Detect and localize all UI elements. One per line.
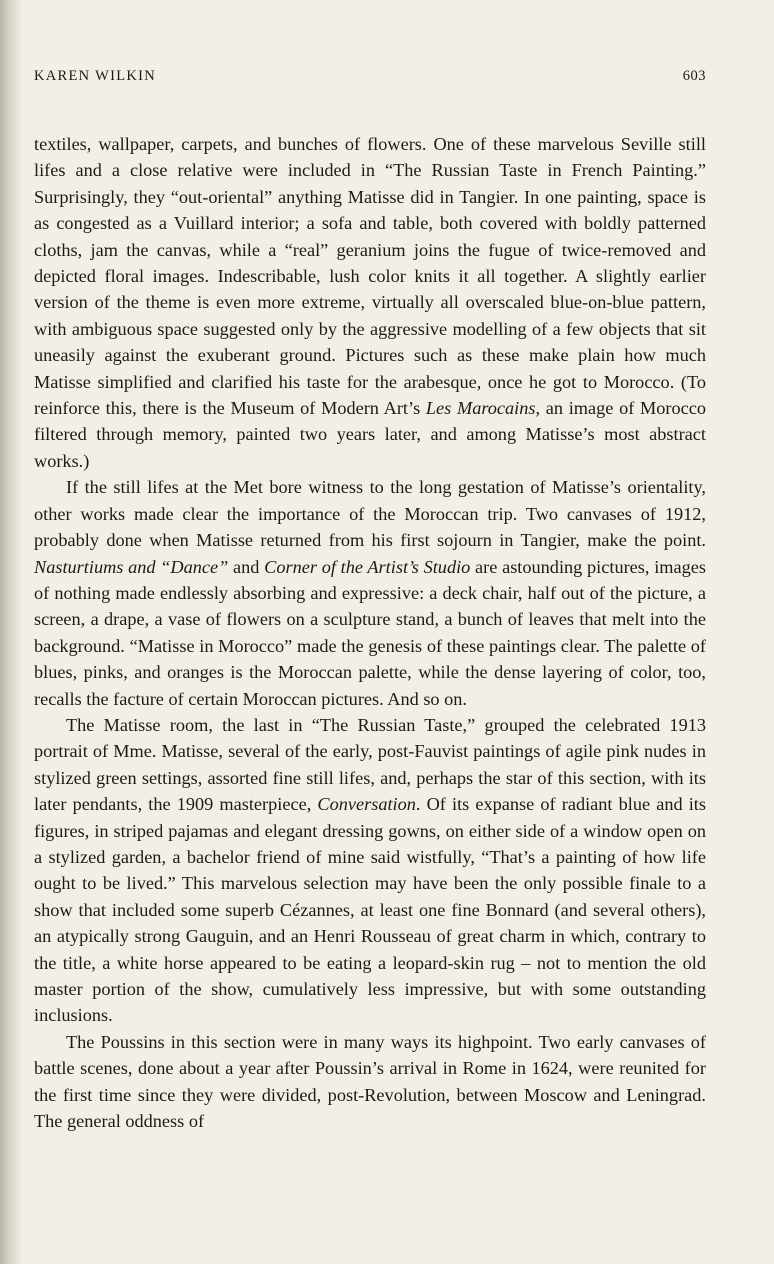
paragraph-4 — [34, 1029, 706, 1135]
body-text — [34, 131, 706, 1134]
paragraph-3 — [34, 712, 706, 1029]
italic-title: Les Marocains — [425, 398, 536, 419]
page-gutter-shadow — [0, 0, 22, 1264]
text-run: and — [228, 556, 265, 577]
text-run: textiles, wallpaper, carpets, and bunches of flowers. One of these marvelous Seville still lifes and a close relative were included in “The Russian Taste in French Painting.” Surprisingly, they “out-oriental” anything Matisse did in Tangier. In one painting, space is as congested as a Vuillard interior; a sofa and table, both covered with boldly patterned cloths, jam the canvas, while a “real” geranium joins the fugue of twice-removed and depicted floral images. Indescribable, lush color knits it all together. A slightly earlier version of the theme is even more extreme, virtually all overscaled blue-on-blue pattern, with ambiguous space suggested only by the aggressive modelling of a few objects that sit uneasily against the exuberant ground. Pictures such as these make plain how much Matisse simplified and clarified his taste for the arabesque, once he got to Morocco. (To reinforce this, there is the Museum of Modern Art’s — [34, 134, 706, 419]
text-run: If the still lifes at the Met bore witness to the long gestation of Matisse’s orientality, other works made clear the importance of the Moroccan trip. Two canvases of 1912, probably done when Matisse returned from his first sojourn in Tangier, make the point. — [34, 477, 706, 551]
page-number: 603 — [682, 68, 706, 84]
text-run: . Of its expanse of radiant blue and its figures, in striped pajamas and elegant dressing gowns, on either side of a window open on a stylized garden, a bachelor friend of mine said wistfully, “That’s a painting of how life ought to be lived.” This marvelous selection may have been the only possible finale to a show that included some superb Cézannes, at least one fine Bonnard (and several others), an atypically strong Gauguin, and an Henri Rousseau of great charm in which, contrary to the title, a white horse appeared to be eating a leopard-skin rug – not to mention the old master portion of the show, cumulatively less impressive, but with some outstanding inclusions. — [34, 794, 707, 1026]
text-run: are astounding pictures, images of nothing made endlessly absorbing and expressive: a deck chair, half out of the picture, a screen, a drape, a vase of flowers on a sculpture stand, a bunch of leaves that melt into the background. “Matisse in Morocco” made the genesis of these paintings clear. The palette of blues, pinks, and oranges is the Moroccan palette, while the dense layering of color, too, recalls the facture of certain Moroccan pictures. And so on. — [34, 556, 706, 709]
running-head-author: KAREN WILKIN — [34, 68, 157, 84]
text-run: The Poussins in this section were in many ways its highpoint. Two early canvases of battle scenes, done about a year after Poussin’s arrival in Rome in 1624, were reunited for the first time since they were divided, post-Revolution, between Moscow and Leningrad. The general oddness of — [34, 1031, 706, 1132]
italic-title: Conversation — [317, 794, 416, 815]
text-run: , an image of Morocco filtered through memory, painted two years later, and among Matisse’s most abstract works.) — [34, 398, 706, 471]
running-head — [34, 68, 706, 90]
italic-title: Corner of the Artist’s Studio — [264, 556, 471, 577]
italic-title: Nasturtiums and “Dance” — [34, 556, 229, 577]
paragraph-2 — [34, 474, 706, 712]
paragraph-1 — [34, 131, 706, 474]
text-run: The Matisse room, the last in “The Russian Taste,” grouped the celebrated 1913 portrait of Mme. Matisse, several of the early, post-Fauvist paintings of agile pink nudes in stylized green settings, assorted fine still lifes, and, perhaps the star of this section, with its later pendants, the 1909 masterpiece, — [34, 714, 706, 815]
